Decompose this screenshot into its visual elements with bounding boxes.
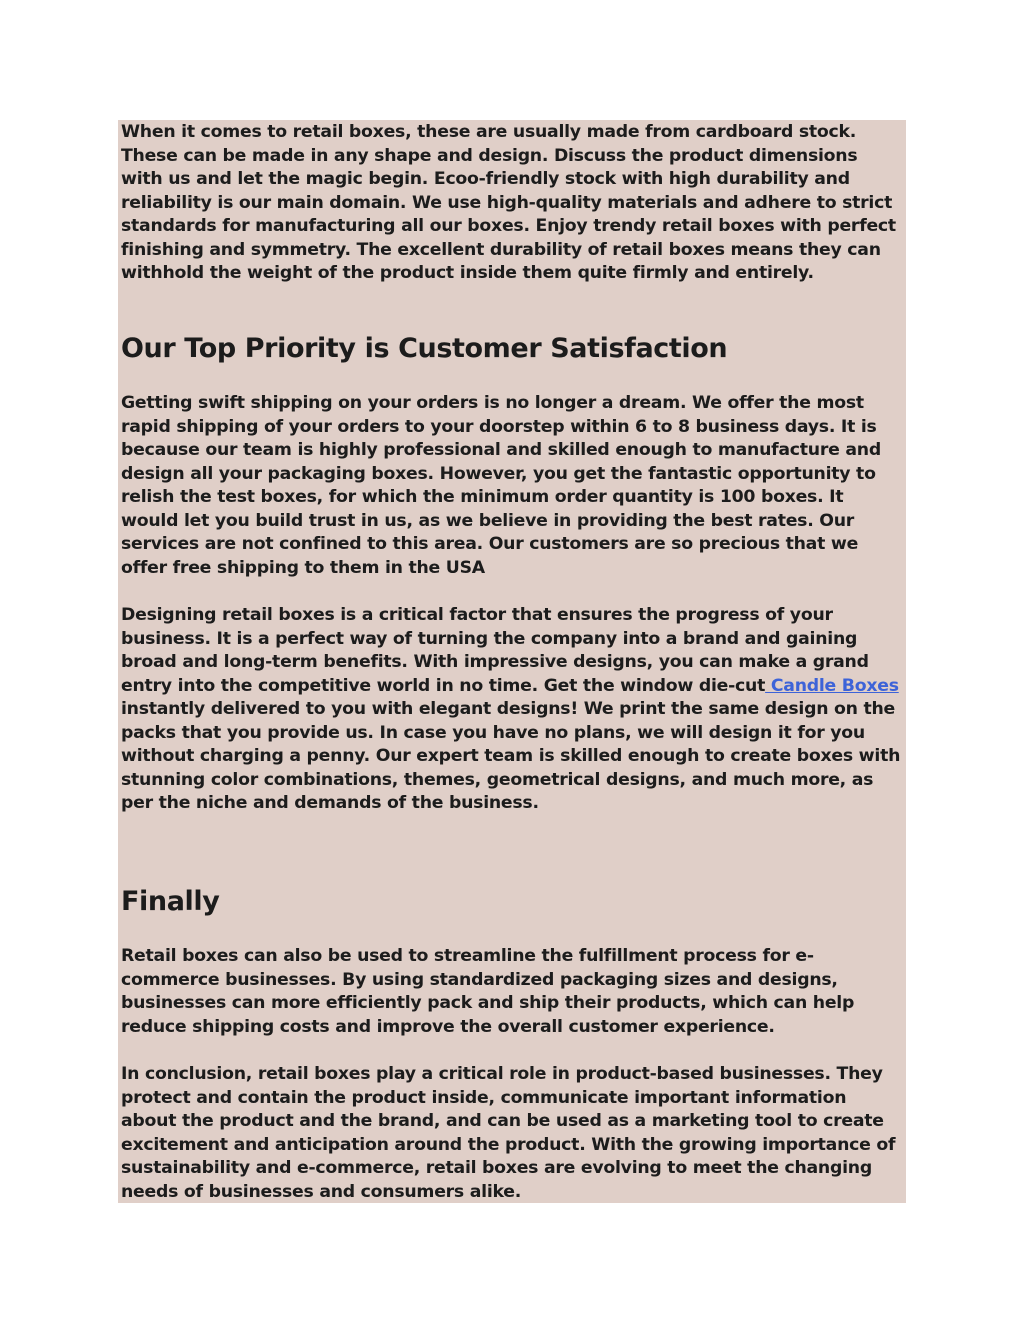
design-paragraph (121, 604, 902, 816)
intro-paragraph: When it comes to retail boxes, these are usually made from cardboard stock. These can be made in any shape and design. Discuss the product dimensions with us and let the magic begin. Ecoo-friendly stock with high durability and reliability is our main domain. We use high-quality materials and adhere to strict standards for manufacturing all our boxes. Enjoy trendy retail boxes with perfect finishing and symmetry. The excellent durability of retail boxes means they can withhold the weight of the product inside them quite firmly and entirely. (121, 122, 896, 283)
conclusion-paragraph: In conclusion, retail boxes play a critical role in product-based businesses. They protect and contain the product inside, communicate important information about the product and the brand, and can be used as a marketing tool to create excitement and anticipation around the product. With the growing importance of sustainability and e-commerce, retail boxes are evolving to meet the changing needs of businesses and consumers alike. (121, 1064, 896, 1202)
section-heading-customer-satisfaction: Our Top Priority is Customer Satisfaction (121, 333, 728, 364)
design-paragraph-text-start: Designing retail boxes is a critical factor that ensures the progress of your business. It is a perfect way of turning the company into a brand and gaining broad and long-term benefits. With impressive designs, you can make a grand entry into the competitive world in no time. Get the window die-cut (121, 605, 869, 696)
document-content-block (118, 120, 906, 1203)
candle-boxes-link[interactable]: Candle Boxes (765, 675, 899, 696)
fulfillment-paragraph: Retail boxes can also be used to streamline the fulfillment process for e-commerce businesses. By using standardized packaging sizes and designs, businesses can more efficiently pack and ship their products, which can help reduce shipping costs and improve the overall customer experience. (121, 946, 855, 1037)
design-paragraph-text-end: instantly delivered to you with elegant designs! We print the same design on the packs that you provide us. In case you have no plans, we will design it for you without charging a penny. Our expert team is skilled enough to create boxes with stunning color combinations, themes, geometrical designs, and much more, as per the niche and demands of the business. (121, 699, 901, 813)
section-heading-finally: Finally (121, 886, 220, 917)
shipping-paragraph: Getting swift shipping on your orders is no longer a dream. We offer the most rapid shipping of your orders to your doorstep within 6 to 8 business days. It is because our team is highly professional and skilled enough to manufacture and design all your packaging boxes. However, you get the fantastic opportunity to relish the test boxes, for which the minimum order quantity is 100 boxes. It would let you build trust in us, as we believe in providing the best rates. Our services are not confined to this area. Our customers are so precious that we offer free shipping to them in the USA (121, 393, 881, 578)
